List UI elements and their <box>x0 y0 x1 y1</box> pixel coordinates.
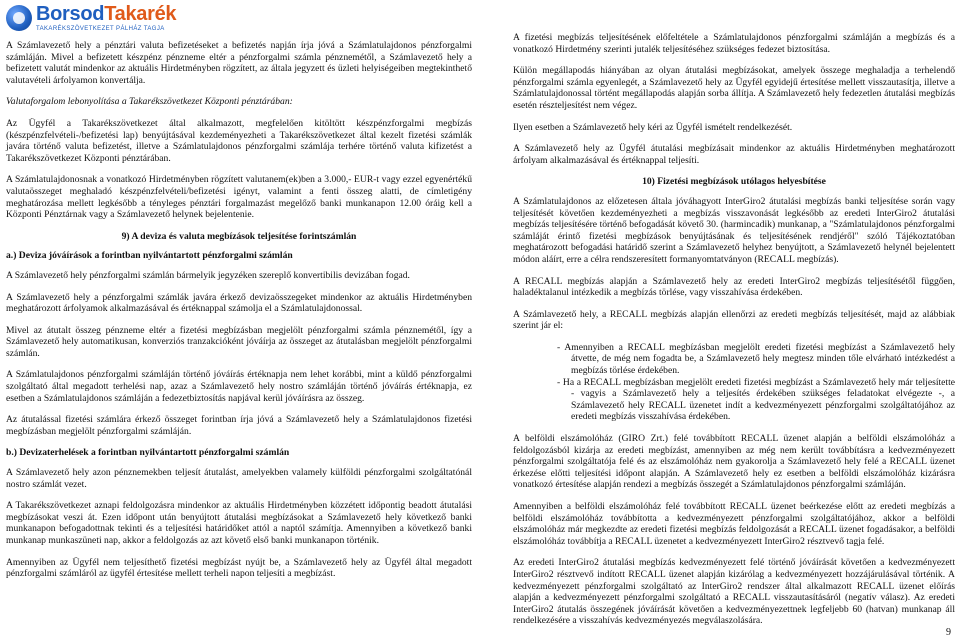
paragraph: A Számlavezető hely a pénztári valuta befizetéseket a befizetés napján írja jóvá a Számlatulajdonos pénzforgalmi számláján. Mivel a befizetett készpénz pénzneme eltér a pénzforgalmi számla pénznemétől, a Számlavezető hely a befizetett valutát mindenkor az aktuális Hirdetményben rögzített, az általa jegyzett és üzleti helyiségeiben megtekinthető valutavételi árfolyamon konvertálja. <box>6 40 472 86</box>
paragraph: Amennyiben az Ügyfél nem teljesíthető fizetési megbízást nyújt be, a Számlavezető hely az Ügyfél által megadott pénzforgalmi számláról az ügyfél értesítése mellett terheli napon teljesíti a megbízást. <box>6 556 472 580</box>
logo-subtitle: TAKARÉKSZÖVETKEZET PÁLHÁZ TAGJA <box>36 26 165 32</box>
section-heading: 10) Fizetési megbízások utólagos helyesbítése <box>642 176 826 188</box>
subsection-heading: b.) Devizaterhelések a forintban nyilvántartott pénzforgalmi számlán <box>6 447 290 459</box>
spacer <box>513 423 955 427</box>
subsection-heading: a.) Deviza jóváírások a forintban nyilvántartott pénzforgalmi számlán <box>6 250 293 262</box>
left-column <box>6 40 472 590</box>
list-item: - Amennyiben a RECALL megbízásban megjelölt eredeti fizetési megbízást a Számlavezető hely átvette, de még nem fogadta be, a Számlavezető hely megtesz minden tőle elvárható intézkedést a megbízás törlése érdekében. <box>557 341 955 377</box>
paragraph: A RECALL megbízás alapján a Számlavezető hely az eredeti InterGiro2 megbízás teljesítésétől függően, haladéktalanul intézkedik a megbízás törlése, vagy visszahívása érdekében. <box>513 275 955 299</box>
paragraph: A Számlavezető hely az Ügyfél átutalási megbízásait mindenkor az aktuális Hirdetményben meghatározott árfolyam alkalmazásával és értéknappal teljesíti. <box>513 143 955 166</box>
paragraph: Amennyiben a belföldi elszámolóház felé továbbított RECALL üzenet beérkezése előtt az eredeti megbízás a belföldi elszámolóház továbbította a kedvezményezett pénzforgalmi szolgáltatójához, akkor a belföldi elszámolóház már megkezdte az eredeti fizetési megbízás feldolgozását a RECALL üzenet fogadásakor, a belföldi elszámolóház továbbítja a RECALL üzenetet a kedvezményezett InterGiro2 résztvevő tagja felé. <box>513 501 955 547</box>
paragraph: A Számlatulajdonos az előzetesen általa jóváhagyott InterGiro2 átutalási megbízás banki teljesítése során vagy teljesítését követően kezdeményezheti a megbízás visszavonását legkésőbb az eredeti InterGiro2 átutalási megbízás teljesítésére történő befogadását követő 30. (harmincadik) munkanap, a "Számlatulajdonos pénzforgalmi számláját érintő fizetési megbízások benyújtásának és teljesítésének rendjéről" szóló Tájékoztatóban meghatározott befogadási határidő szerint a Számlavezető helyhez benyújtott, a Számlavezető helynél bejelentett módon aláírt, erre a célra rendszeresített formanyomtatványon (RECALL megbízás). <box>513 195 955 265</box>
paragraph: A Számlavezető hely a pénzforgalmi számlák javára érkező devizaösszegeket mindenkor az aktuális Hirdetményben meghatározott árfolyamok alkalmazásával és értéknappal számolja el a Számlatulajdonossal. <box>6 291 472 315</box>
page-number: 9 <box>946 627 951 638</box>
bank-logo <box>6 2 196 34</box>
paragraph: A Számlavezető hely pénzforgalmi számlán bármelyik jegyzéken szereplő konvertibilis devizában fogad. <box>6 269 410 281</box>
paragraph: A Számlatulajdonosnak a vonatkozó Hirdetményben rögzített valutanem(ek)ben a 3.000,- EUR-t vagy ezzel egyenértékű valutaösszeget meghaladó készpénzfelvételi/befizetési igényt, valamint a fenti összeg alatti, de címletigény meghatározása mellett legkésőbb a tényleges pénztári forgalmazást megelőző banki munkanapon 12.00 óráig kell a Központi Pénztárnak vagy a Számlavezető helynek bejelentenie. <box>6 174 472 221</box>
paragraph: A Számlavezető hely azon pénznemekben teljesít átutalást, amelyekben valamely külföldi pénzforgalmi szolgáltatónál nostro számlát vezet. <box>6 467 472 490</box>
logo-name-accent: Takarék <box>104 3 177 25</box>
logo-name-main: Borsod <box>36 3 105 25</box>
logo-text <box>36 4 176 32</box>
paragraph: Külön megállapodás hiányában az olyan átutalási megbízásokat, amelyek összege meghaladja a terhelendő pénzforgalmi számla egyenlegét, a Számlavezető hely az Ügyfél egyidejű értesítése mellett visszautasítja, illetve a Számlatulajdonossal történt megállapodás alapján sorba állítja. A Számlavezető hely fedezetlen átutalási megbízás esetén részteljesítést nem végez. <box>513 65 955 111</box>
paragraph: Ilyen esetben a Számlavezető hely kéri az Ügyfél ismételt rendelkezését. <box>513 121 793 133</box>
paragraph: Az Ügyfél a Takarékszövetkezet által alkalmazott, megfelelően kitöltött készpénzforgalmi megbízás (készpénzfelvételi-/befizetési lap) benyújtásával kezdeményezheti a Takarékszövetkezet által kezelt fizetési számlák javára történő valuta befizetést, illetve a Számlatulajdonos pénzforgalmi számlája terhére történő valuta kifizetést a Takarékszövetkezet Központi pénztárában. <box>6 117 472 164</box>
paragraph: A Takarékszövetkezet aznapi feldolgozásra mindenkor az aktuális Hirdetményben közzétett időpontig beadott átutalási megbízásokat veszi át. Ezen időpont után benyújtott átutalási megbízásokat a Számlavezető hely következő banki munkanapon befogadottnak tekinti és a teljesítési határidőket attól a naptól számítja. Amennyiben a következő banki munkanap munkaszüneti nap, akkor a feldolgozás az azt követő első banki munkanapon történik. <box>6 500 472 546</box>
paragraph: A Számlatulajdonos pénzforgalmi számláján történő jóváírás értéknapja nem lehet korábbi, mint a küldő pénzforgalmi szolgáltató által megadott terhelési nap, azaz a Számlavezető hely nostro számláján történő jóváírás értéknapja, ez esetben a Számlatulajdonos számláján a fedezetbiztosítás napjával kerül jóváírásra az összeg. <box>6 369 472 404</box>
paragraph: A fizetési megbízás teljesítésének előfeltétele a Számlatulajdonos pénzforgalmi számláján a megbízás és a vonatkozó Hirdetmény szerinti jutalék teljesítéséhez szükséges fedezet biztosítása. <box>513 32 955 55</box>
paragraph: Mivel az átutalt összeg pénzneme eltér a fizetési megbízásban megjelölt pénzforgalmi számla pénznemétől, így a Számlavezető hely automatikusan, konverziós tranzakcióként jóváírja az összeget az átutalásban megjelölt pénzforgalmi számlán. <box>6 324 472 359</box>
section-note: Valutaforgalom lebonyolítása a Takarékszövetkezet Központi pénztárában: <box>6 96 293 108</box>
right-column <box>513 32 955 637</box>
list-item: - Ha a RECALL megbízásban megjelölt eredeti fizetési megbízást a Számlavezető hely már teljesítette - vagyis a Számlavezető hely a teljesítés érdekében szükséges feladatokat elvégezte -, a Számlavezető hely RECALL üzenetet indít a kedvezményezett pénzforgalmi szolgáltatójához az eredeti megbízás visszahívása érdekében. <box>557 376 955 423</box>
logo-name <box>36 4 176 24</box>
section-heading: 9) A deviza és valuta megbízások teljesítése forintszámlán <box>121 230 357 242</box>
paragraph: Az eredeti InterGiro2 átutalási megbízás kedvezményezett felé történő jóváírását követően a kedvezményezett InterGiro2 résztvevő indított RECALL üzenet alapján kizárólag a kedvezményezett hozzájárulásával történik. A kedvezményezett pénzforgalmi szolgáltató az InterGiro2 rendszer által alkalmazott RECALL üzenet előírás alapján a kedvezményezett pénzforgalmi szolgáltató a RECALL visszautasításáról (negatív válasz). Az eredeti InterGiro2 átutalás összegének jóváírását követően a kedvezményezettnek legfeljebb 60 (hatvan) munkanap áll rendelkezésére a visszahívás kedvezményezés megválaszolására. <box>513 557 955 627</box>
paragraph: A Számlavezető hely, a RECALL megbízás alapján ellenőrzi az eredeti megbízás teljesítését, majd az alábbiak szerint jár el: <box>513 308 955 332</box>
paragraph: A belföldi elszámolóház (GIRO Zrt.) felé továbbított RECALL üzenet alapján a belföldi elszámolóház a feldolgozásból kizárja az eredeti megbízást, amennyiben az még nem került továbbításra a kedvezményezett pénzforgalmi szolgáltatója felé és az elszámolóház nem gyakorolja a Számlavezető hely felé a RECALL üzenet érkezése előtti teljesítési időpont alapján. A Számlavezető hely ez esetben a belföldi elszámolóház kizárásra vonatkozó értesítése alapján rendezi a megbízás összegét a Számlatulajdonos pénzforgalmi számláján. <box>513 433 955 491</box>
paragraph: Az átutalással fizetési számlára érkező összeget forintban írja jóvá a Számlavezető hely a Számlatulajdonos fizetési megbízásban megjelölt pénzforgalmi számláján. <box>6 414 472 437</box>
logo-mark-icon <box>6 5 32 31</box>
